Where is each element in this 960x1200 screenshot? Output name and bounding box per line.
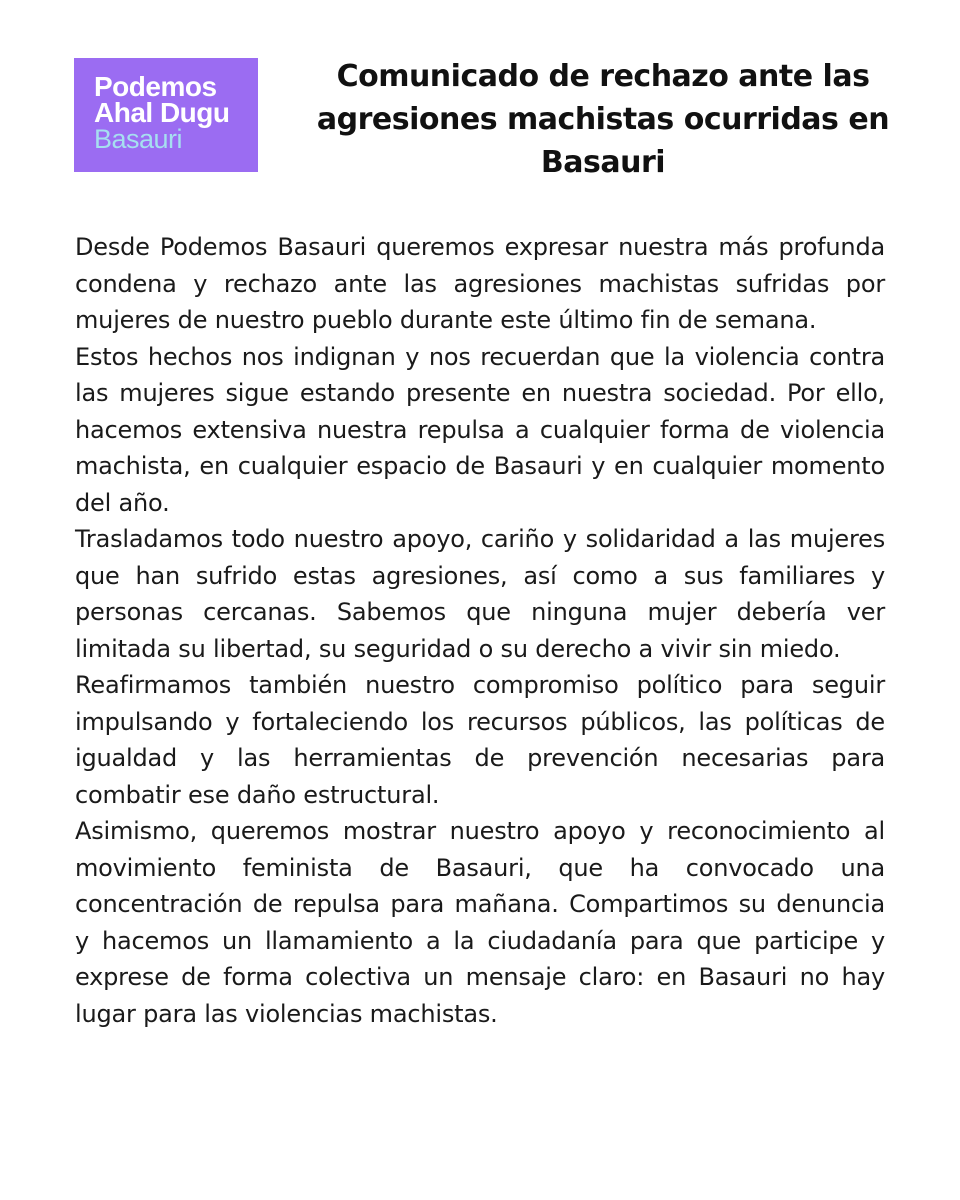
statement-body	[75, 229, 885, 1032]
logo-line-basauri: Basauri	[94, 124, 183, 154]
podemos-basauri-logo	[74, 58, 258, 172]
paragraph-2: Estos hechos nos indignan y nos recuerdan que la violencia contra las mujeres sigue estando presente en nuestra sociedad. Por ello, hacemos extensiva nuestra repulsa a cualquier forma de violencia machista, en cualquier espacio de Basauri y en cualquier momento del año.	[75, 342, 885, 517]
logo-line-podemos: Podemos	[94, 71, 217, 102]
logo-line-ahal-dugu: Ahal Dugu	[94, 97, 230, 128]
page-title: Comunicado de rechazo ante las agresiones machistas ocurridas en Basauri	[316, 59, 890, 180]
paragraph-3: Trasladamos todo nuestro apoyo, cariño y solidaridad a las mujeres que han sufrido estas agresiones, así como a sus familiares y personas cercanas. Sabemos que ninguna mujer debería ver limitada su libertad, su seguridad o su derecho a vivir sin miedo.	[75, 525, 885, 663]
paragraph-4: Reafirmamos también nuestro compromiso político para seguir impulsando y fortaleciendo los recursos públicos, las políticas de igualdad y las herramientas de prevención necesarias para combatir ese daño estructural.	[75, 671, 885, 809]
paragraph-5: Asimismo, queremos mostrar nuestro apoyo y reconocimiento al movimiento feminista de Basauri, que ha convocado una concentración de repulsa para mañana. Compartimos su denuncia y hacemos un llamamiento a la ciudadanía para que participe y exprese de forma colectiva un mensaje claro: en Basauri no hay lugar para las violencias machistas.	[75, 817, 885, 1028]
paragraph-1: Desde Podemos Basauri queremos expresar nuestra más profunda condena y rechazo ante las agresiones machistas sufridas por mujeres de nuestro pueblo durante este último fin de semana.	[75, 233, 885, 334]
